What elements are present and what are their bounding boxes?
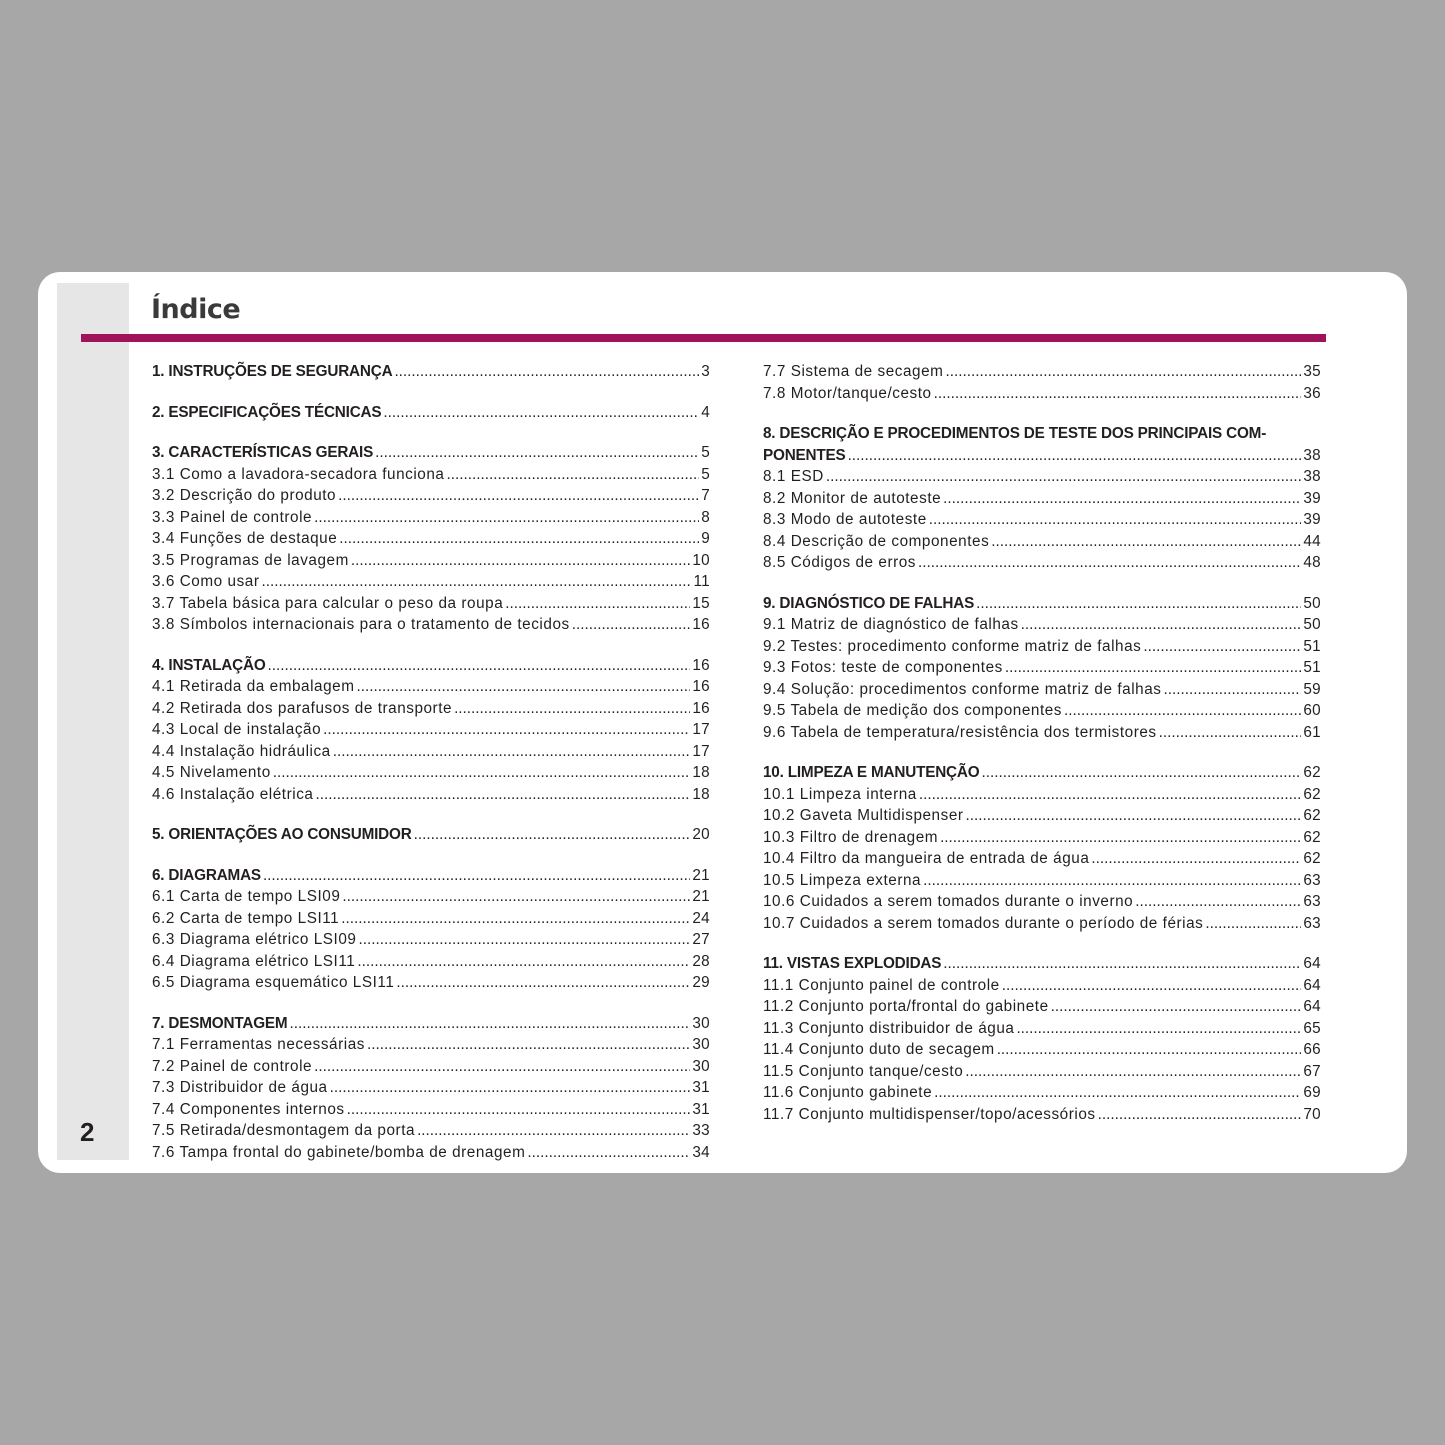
toc-subsection-entry bbox=[763, 1082, 1321, 1104]
toc-section-entry bbox=[152, 361, 710, 383]
toc-dot-leader bbox=[1091, 848, 1301, 870]
toc-entry-label: 8.5 Códigos de erros bbox=[763, 554, 917, 571]
toc-subsection-entry bbox=[763, 1061, 1321, 1083]
toc-dot-leader bbox=[940, 827, 1301, 849]
toc-entry-label: 9.2 Testes: procedimento conforme matriz de falhas bbox=[763, 637, 1142, 655]
toc-subsection-entry bbox=[763, 891, 1321, 913]
toc-entry-page: 33 bbox=[692, 1122, 710, 1139]
toc-dot-leader bbox=[414, 824, 691, 846]
toc-entry-label: 9.6 Tabela de temperatura/resistência dos termistores bbox=[763, 723, 1157, 741]
toc-list-left bbox=[152, 361, 710, 1163]
toc-entry-label: 1. INSTRUÇÕES DE SEGURANÇA bbox=[152, 363, 393, 380]
toc-entry-page: 11 bbox=[693, 573, 710, 590]
toc-entry-label: 11. VISTAS EXPLODIDAS bbox=[763, 955, 942, 972]
toc-dot-leader bbox=[934, 1082, 1301, 1104]
toc-dot-leader bbox=[965, 1061, 1301, 1083]
toc-entry-label: 11.3 Conjunto distribuidor de água bbox=[763, 1019, 1015, 1037]
toc-dot-leader bbox=[396, 972, 690, 994]
page-title: Índice bbox=[151, 294, 241, 325]
toc-entry-page: 38 bbox=[1303, 446, 1321, 464]
toc-subsection-entry bbox=[763, 1104, 1321, 1126]
toc-entry-label: 9.4 Solução: procedimentos conforme matriz de falhas bbox=[763, 680, 1162, 698]
toc-entry-page: 30 bbox=[692, 1036, 710, 1053]
toc-entry-label: 3.1 Como a lavadora-secadora funciona bbox=[152, 465, 445, 483]
toc-entry-page: 51 bbox=[1303, 637, 1321, 655]
toc-entry-label: 6.3 Diagrama elétrico LSI09 bbox=[152, 931, 357, 948]
toc-entry-label: 7.2 Painel de controle bbox=[152, 1057, 313, 1075]
toc-subsection-entry bbox=[763, 552, 1321, 574]
toc-entry-page: 62 bbox=[1303, 807, 1321, 824]
toc-subsection-entry bbox=[152, 1120, 710, 1142]
toc-entry-label: 9.1 Matriz de diagnóstico de falhas bbox=[763, 616, 1019, 633]
toc-right-column bbox=[763, 361, 1321, 1125]
toc-entry-page: 50 bbox=[1303, 616, 1321, 633]
toc-entry-page: 18 bbox=[692, 785, 710, 803]
toc-entry-page: 38 bbox=[1303, 468, 1321, 485]
toc-section-entry bbox=[152, 865, 710, 887]
toc-subsection-entry bbox=[152, 908, 710, 930]
toc-entry-page: 29 bbox=[692, 974, 710, 991]
toc-entry-label: 3.2 Descrição do produto bbox=[152, 487, 337, 504]
toc-dot-leader bbox=[333, 741, 691, 763]
toc-section-entry bbox=[152, 824, 710, 846]
toc-dot-leader bbox=[1002, 975, 1302, 997]
toc-dot-leader bbox=[923, 870, 1301, 892]
toc-entry-page: 27 bbox=[692, 931, 710, 948]
toc-dot-leader bbox=[505, 593, 690, 615]
toc-entry-label: 4.6 Instalação elétrica bbox=[152, 785, 314, 803]
toc-dot-leader bbox=[446, 464, 699, 486]
toc-left-column bbox=[152, 361, 710, 1163]
toc-entry-label: 9. DIAGNÓSTICO DE FALHAS bbox=[763, 594, 975, 612]
toc-entry-label: 7.5 Retirada/desmontagem da porta bbox=[152, 1122, 416, 1139]
toc-subsection-entry bbox=[152, 1077, 710, 1099]
toc-entry-page: 9 bbox=[701, 530, 710, 547]
toc-entry-label: 6.4 Diagrama elétrico LSI11 bbox=[152, 952, 356, 970]
toc-subsection-entry bbox=[152, 1142, 710, 1164]
toc-subsection-entry bbox=[763, 975, 1321, 997]
toc-dot-leader bbox=[357, 676, 691, 698]
toc-subsection-entry bbox=[763, 1018, 1321, 1040]
toc-entry-label: 4. INSTALAÇÃO bbox=[152, 656, 266, 674]
toc-dot-leader bbox=[289, 1013, 690, 1035]
toc-entry-label: 10.5 Limpeza externa bbox=[763, 871, 922, 889]
toc-section-entry bbox=[763, 445, 1321, 467]
toc-subsection-entry bbox=[763, 657, 1321, 679]
toc-entry-page: 39 bbox=[1303, 489, 1321, 507]
title-rule bbox=[81, 334, 1326, 342]
toc-entry-label: 8.2 Monitor de autoteste bbox=[763, 489, 942, 507]
toc-entry-page: 39 bbox=[1303, 511, 1321, 528]
toc-entry-label: 4.3 Local de instalação bbox=[152, 721, 322, 738]
toc-dot-leader bbox=[341, 908, 690, 930]
toc-entry-label: 10.1 Limpeza interna bbox=[763, 785, 917, 803]
toc-dot-leader bbox=[330, 1077, 691, 1099]
toc-entry-label: PONENTES bbox=[763, 446, 846, 464]
toc-entry-label: 11.7 Conjunto multidispenser/topo/acessórios bbox=[763, 1105, 1096, 1123]
toc-subsection-entry bbox=[763, 383, 1321, 405]
toc-entry-page: 60 bbox=[1303, 702, 1321, 719]
toc-entry-page: 35 bbox=[1303, 363, 1321, 380]
toc-entry-label: 4.5 Nivelamento bbox=[152, 764, 271, 781]
toc-subsection-entry bbox=[152, 528, 710, 550]
toc-dot-leader bbox=[338, 485, 699, 507]
toc-entry-label: 10.2 Gaveta Multidispenser bbox=[763, 807, 964, 824]
toc-subsection-entry bbox=[763, 361, 1321, 383]
toc-dot-leader bbox=[347, 1099, 691, 1121]
toc-subsection-entry bbox=[152, 1099, 710, 1121]
toc-subsection-entry bbox=[152, 886, 710, 908]
toc-dot-leader bbox=[572, 614, 691, 636]
side-margin-strip bbox=[57, 283, 129, 1160]
toc-entry-page: 63 bbox=[1303, 871, 1321, 889]
toc-entry-page: 64 bbox=[1303, 955, 1321, 972]
toc-entry-page: 34 bbox=[692, 1143, 710, 1161]
toc-entry-label: 5. ORIENTAÇÕES AO CONSUMIDOR bbox=[152, 826, 412, 843]
toc-entry-page: 30 bbox=[692, 1014, 710, 1032]
toc-entry-label: 2. ESPECIFICAÇÕES TÉCNICAS bbox=[152, 403, 382, 421]
toc-dot-leader bbox=[339, 528, 699, 550]
toc-dot-leader bbox=[358, 929, 690, 951]
toc-subsection-entry bbox=[152, 550, 710, 572]
toc-entry-page: 24 bbox=[692, 909, 710, 927]
toc-dot-leader bbox=[261, 571, 691, 593]
toc-dot-leader bbox=[323, 719, 690, 741]
toc-subsection-entry bbox=[763, 784, 1321, 806]
toc-entry-page: 62 bbox=[1303, 850, 1321, 867]
toc-entry-label: 9.5 Tabela de medição dos componentes bbox=[763, 702, 1063, 719]
toc-entry-label: 10.3 Filtro de drenagem bbox=[763, 828, 939, 846]
toc-entry-page: 63 bbox=[1303, 893, 1321, 910]
toc-dot-leader bbox=[314, 507, 699, 529]
toc-entry-label: 4.2 Retirada dos parafusos de transporte bbox=[152, 699, 453, 717]
toc-entry-page: 36 bbox=[1303, 384, 1321, 402]
toc-entry-page: 65 bbox=[1303, 1019, 1321, 1037]
toc-subsection-entry bbox=[763, 488, 1321, 510]
toc-entry-label: 6.5 Diagrama esquemático LSI11 bbox=[152, 974, 395, 991]
toc-dot-leader bbox=[357, 951, 690, 973]
toc-subsection-entry bbox=[152, 1056, 710, 1078]
toc-entry-page: 16 bbox=[692, 678, 710, 695]
toc-entry-page: 16 bbox=[692, 699, 710, 717]
toc-entry-page: 62 bbox=[1303, 785, 1321, 803]
toc-entry-label: 11.6 Conjunto gabinete bbox=[763, 1084, 933, 1101]
toc-subsection-entry bbox=[152, 485, 710, 507]
toc-subsection-entry bbox=[763, 636, 1321, 658]
toc-entry-page: 15 bbox=[692, 594, 710, 612]
toc-dot-leader bbox=[997, 1039, 1302, 1061]
toc-section-entry bbox=[152, 402, 710, 424]
toc-dot-leader bbox=[375, 442, 699, 464]
toc-entry-page: 21 bbox=[692, 888, 710, 905]
toc-dot-leader bbox=[314, 1056, 690, 1078]
toc-entry-label: 7.6 Tampa frontal do gabinete/bomba de drenagem bbox=[152, 1143, 526, 1161]
toc-entry-page: 59 bbox=[1303, 680, 1321, 698]
toc-entry-label: 4.1 Retirada da embalagem bbox=[152, 678, 355, 695]
toc-subsection-entry bbox=[152, 464, 710, 486]
toc-subsection-entry bbox=[152, 698, 710, 720]
toc-dot-leader bbox=[1064, 700, 1301, 722]
toc-entry-page: 31 bbox=[692, 1079, 710, 1096]
toc-dot-leader bbox=[976, 593, 1301, 615]
toc-dot-leader bbox=[929, 509, 1302, 531]
toc-subsection-entry bbox=[763, 827, 1321, 849]
toc-entry-page: 4 bbox=[701, 403, 710, 421]
toc-subsection-entry bbox=[763, 805, 1321, 827]
toc-dot-leader bbox=[454, 698, 690, 720]
toc-subsection-entry bbox=[152, 929, 710, 951]
toc-dot-leader bbox=[1163, 679, 1301, 701]
toc-entry-page: 63 bbox=[1303, 914, 1321, 932]
toc-entry-label: 3.3 Painel de controle bbox=[152, 508, 313, 526]
toc-subsection-entry bbox=[152, 571, 710, 593]
toc-subsection-entry bbox=[152, 593, 710, 615]
toc-entry-label: 3. CARACTERÍSTICAS GERAIS bbox=[152, 444, 374, 461]
toc-entry-label: 6.1 Carta de tempo LSI09 bbox=[152, 888, 341, 905]
toc-entry-page: 50 bbox=[1303, 594, 1321, 612]
toc-entry-page: 66 bbox=[1303, 1041, 1321, 1058]
toc-entry-page: 8 bbox=[701, 508, 710, 526]
toc-entry-page: 51 bbox=[1303, 659, 1321, 676]
toc-entry-page: 17 bbox=[692, 721, 710, 738]
toc-subsection-entry bbox=[763, 466, 1321, 488]
toc-entry-label: 3.5 Programas de lavagem bbox=[152, 551, 349, 569]
toc-entry-page: 31 bbox=[692, 1100, 710, 1118]
toc-subsection-entry bbox=[152, 784, 710, 806]
toc-entry-page: 5 bbox=[701, 444, 710, 461]
toc-subsection-entry bbox=[763, 722, 1321, 744]
page-number: 2 bbox=[80, 1117, 95, 1147]
toc-entry-page: 70 bbox=[1303, 1105, 1321, 1123]
toc-dot-leader bbox=[1005, 657, 1302, 679]
toc-entry-page: 67 bbox=[1303, 1062, 1321, 1080]
toc-entry-label: 6. DIAGRAMAS bbox=[152, 866, 261, 884]
toc-section-entry bbox=[152, 655, 710, 677]
toc-entry-label: 3.4 Funções de destaque bbox=[152, 530, 338, 547]
toc-entry-label: 7.1 Ferramentas necessárias bbox=[152, 1036, 365, 1053]
toc-entry-page: 48 bbox=[1303, 554, 1321, 571]
toc-subsection-entry bbox=[152, 507, 710, 529]
toc-entry-label: 8.3 Modo de autoteste bbox=[763, 511, 927, 528]
toc-subsection-entry bbox=[152, 676, 710, 698]
toc-entry-label: 7. DESMONTAGEM bbox=[152, 1014, 288, 1032]
toc-entry-page: 7 bbox=[701, 487, 710, 504]
toc-entry-label: 9.3 Fotos: teste de componentes bbox=[763, 659, 1003, 676]
toc-dot-leader bbox=[848, 445, 1302, 467]
toc-subsection-entry bbox=[152, 951, 710, 973]
toc-subsection-entry bbox=[763, 996, 1321, 1018]
toc-dot-leader bbox=[527, 1142, 690, 1164]
toc-subsection-entry bbox=[763, 614, 1321, 636]
toc-entry-label: 3.8 Símbolos internacionais para o tratamento de tecidos bbox=[152, 616, 570, 633]
toc-entry-page: 16 bbox=[692, 616, 710, 633]
toc-entry-label: 11.4 Conjunto duto de secagem bbox=[763, 1041, 995, 1058]
toc-dot-leader bbox=[1016, 1018, 1301, 1040]
toc-section-entry bbox=[763, 423, 1321, 445]
toc-dot-leader bbox=[943, 953, 1301, 975]
toc-entry-page: 62 bbox=[1303, 828, 1321, 846]
toc-subsection-entry bbox=[763, 509, 1321, 531]
toc-entry-page: 64 bbox=[1303, 976, 1321, 994]
toc-dot-leader bbox=[1205, 913, 1301, 935]
toc-entry-label: 7.4 Componentes internos bbox=[152, 1100, 345, 1118]
toc-dot-leader bbox=[991, 531, 1301, 553]
toc-entry-page: 17 bbox=[692, 742, 710, 760]
document-page bbox=[38, 272, 1407, 1173]
toc-entry-page: 18 bbox=[692, 764, 710, 781]
toc-entry-label: 7.3 Distribuidor de água bbox=[152, 1079, 328, 1096]
toc-entry-label: 10.4 Filtro da mangueira de entrada de água bbox=[763, 850, 1090, 867]
toc-subsection-entry bbox=[763, 700, 1321, 722]
toc-entry-page: 30 bbox=[692, 1057, 710, 1075]
toc-entry-label: 4.4 Instalação hidráulica bbox=[152, 742, 331, 760]
toc-dot-leader bbox=[342, 886, 690, 908]
toc-dot-leader bbox=[268, 655, 691, 677]
toc-section-entry bbox=[763, 762, 1321, 784]
toc-entry-label: 3.7 Tabela básica para calcular o peso da roupa bbox=[152, 594, 504, 612]
toc-section-entry bbox=[152, 442, 710, 464]
toc-entry-label: 10. LIMPEZA E MANUTENÇÃO bbox=[763, 764, 980, 781]
toc-dot-leader bbox=[1021, 614, 1302, 636]
toc-entry-page: 64 bbox=[1303, 998, 1321, 1015]
toc-subsection-entry bbox=[152, 719, 710, 741]
toc-entry-label: 8. DESCRIÇÃO E PROCEDIMENTOS DE TESTE DOS PRINCIPAIS COM- bbox=[763, 425, 1267, 442]
toc-entry-label: 7.8 Motor/tanque/cesto bbox=[763, 384, 932, 402]
toc-entry-page: 69 bbox=[1303, 1084, 1321, 1101]
toc-dot-leader bbox=[417, 1120, 690, 1142]
toc-dot-leader bbox=[934, 383, 1302, 405]
toc-entry-label: 8.4 Descrição de componentes bbox=[763, 532, 990, 550]
toc-entry-page: 44 bbox=[1303, 532, 1321, 550]
toc-subsection-entry bbox=[763, 531, 1321, 553]
toc-entry-page: 16 bbox=[692, 656, 710, 674]
toc-section-entry bbox=[152, 1013, 710, 1035]
toc-subsection-entry bbox=[763, 848, 1321, 870]
toc-dot-leader bbox=[919, 784, 1302, 806]
toc-entry-label: 11.2 Conjunto porta/frontal do gabinete bbox=[763, 998, 1049, 1015]
toc-dot-leader bbox=[315, 784, 690, 806]
toc-subsection-entry bbox=[763, 913, 1321, 935]
toc-dot-leader bbox=[394, 361, 699, 383]
toc-entry-page: 62 bbox=[1303, 764, 1321, 781]
toc-entry-page: 5 bbox=[701, 465, 710, 483]
toc-entry-page: 21 bbox=[692, 866, 710, 884]
toc-entry-label: 7.7 Sistema de secagem bbox=[763, 363, 944, 380]
toc-entry-page: 61 bbox=[1303, 723, 1321, 741]
toc-subsection-entry bbox=[152, 741, 710, 763]
toc-dot-leader bbox=[273, 762, 691, 784]
toc-entry-label: 11.1 Conjunto painel de controle bbox=[763, 976, 1000, 994]
toc-entry-label: 8.1 ESD bbox=[763, 468, 824, 485]
toc-dot-leader bbox=[826, 466, 1302, 488]
toc-section-entry bbox=[763, 953, 1321, 975]
toc-entry-label: 3.6 Como usar bbox=[152, 573, 260, 590]
toc-entry-label: 6.2 Carta de tempo LSI11 bbox=[152, 909, 340, 927]
toc-section-entry bbox=[763, 593, 1321, 615]
toc-entry-label: 11.5 Conjunto tanque/cesto bbox=[763, 1062, 964, 1080]
toc-dot-leader bbox=[383, 402, 699, 424]
toc-dot-leader bbox=[1143, 636, 1301, 658]
toc-dot-leader bbox=[1051, 996, 1302, 1018]
toc-entry-page: 28 bbox=[692, 952, 710, 970]
toc-dot-leader bbox=[1098, 1104, 1302, 1126]
toc-entry-page: 10 bbox=[692, 551, 710, 569]
toc-entry-page: 20 bbox=[692, 826, 710, 843]
toc-subsection-entry bbox=[152, 972, 710, 994]
toc-dot-leader bbox=[918, 552, 1301, 574]
toc-dot-leader bbox=[966, 805, 1302, 827]
toc-subsection-entry bbox=[763, 870, 1321, 892]
toc-entry-label: 10.6 Cuidados a serem tomados durante o inverno bbox=[763, 893, 1134, 910]
toc-subsection-entry bbox=[763, 1039, 1321, 1061]
toc-dot-leader bbox=[367, 1034, 690, 1056]
toc-subsection-entry bbox=[763, 679, 1321, 701]
toc-dot-leader bbox=[263, 865, 690, 887]
toc-list-right bbox=[763, 361, 1321, 1125]
toc-dot-leader bbox=[945, 361, 1301, 383]
toc-dot-leader bbox=[1159, 722, 1302, 744]
toc-subsection-entry bbox=[152, 614, 710, 636]
toc-dot-leader bbox=[943, 488, 1301, 510]
toc-entry-page: 3 bbox=[701, 363, 710, 380]
toc-dot-leader bbox=[981, 762, 1301, 784]
toc-subsection-entry bbox=[152, 1034, 710, 1056]
toc-entry-label: 10.7 Cuidados a serem tomados durante o período de férias bbox=[763, 914, 1204, 932]
toc-subsection-entry bbox=[152, 762, 710, 784]
toc-dot-leader bbox=[351, 550, 691, 572]
toc-dot-leader bbox=[1135, 891, 1301, 913]
